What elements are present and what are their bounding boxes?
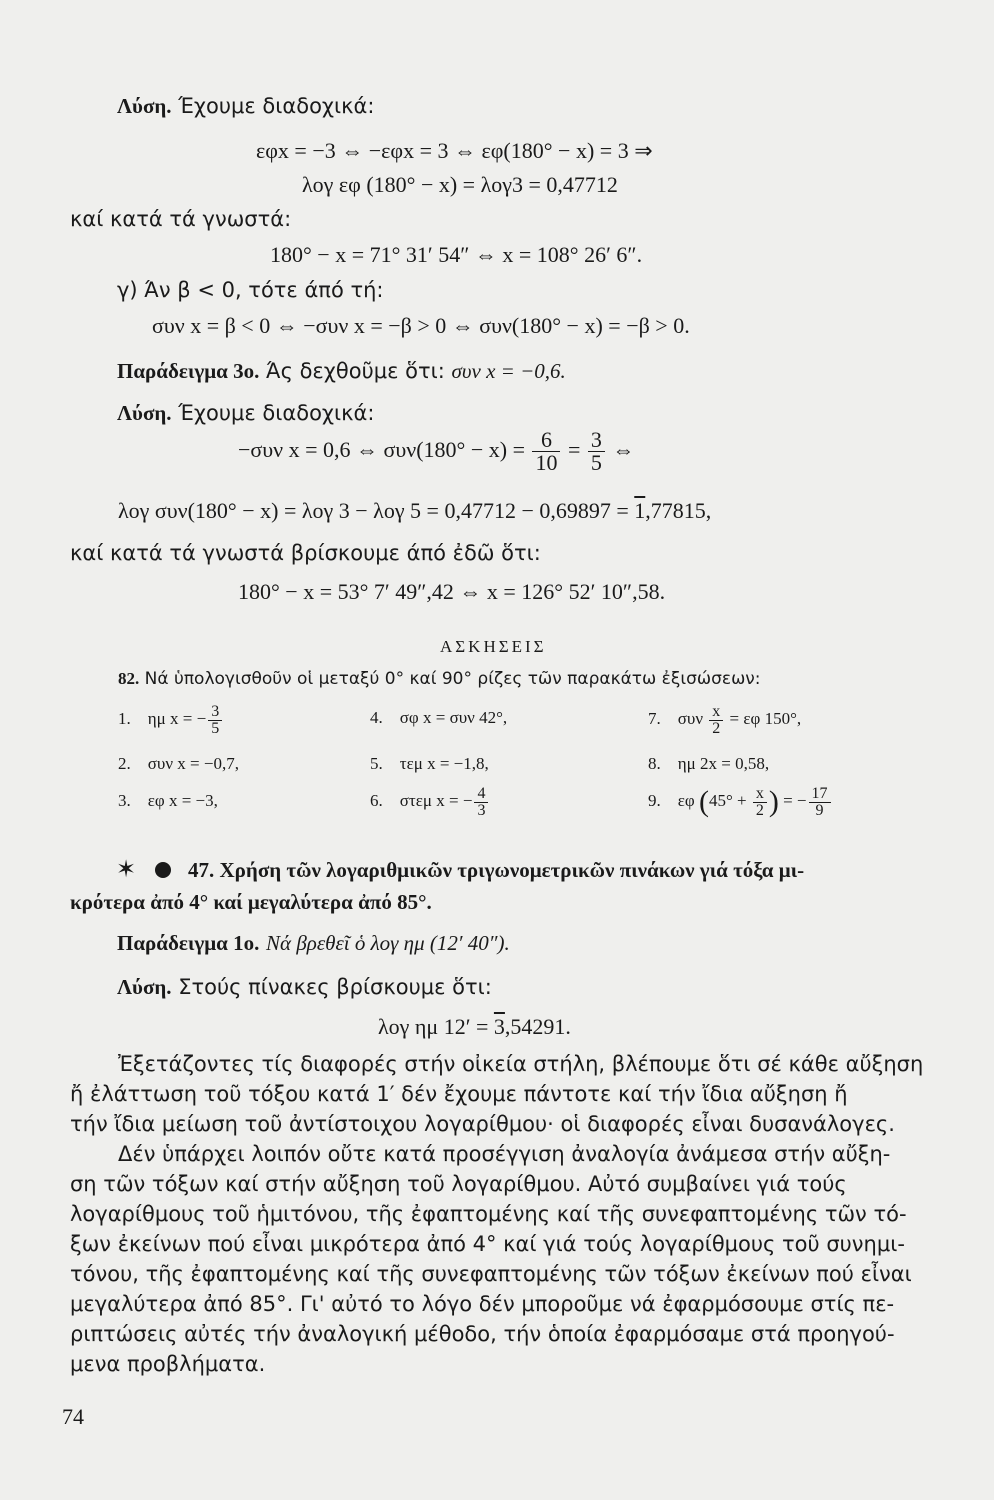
exercise-item-2 <box>118 753 239 775</box>
exercise-item-6 <box>370 783 490 819</box>
item-expression: στεμ x = − <box>399 791 473 810</box>
example-3-line <box>117 358 566 384</box>
equation-line-2: λογ εφ (180° − x) = λογ3 = 0,47712 <box>302 172 618 197</box>
item-expression-rhs: = εφ 150°, <box>729 709 802 728</box>
star-icon: ✶ <box>116 855 137 883</box>
equivalence-arrow: ⇔ <box>612 437 635 462</box>
item-number: 4. <box>370 708 383 727</box>
item-number: 2. <box>118 754 131 773</box>
example-1-label: Παράδειγμα 1ο. <box>117 931 260 955</box>
item-number: 5. <box>370 754 383 773</box>
fraction-x-2: $\frac{x}{2}$ <box>709 704 723 737</box>
exercise-item-3 <box>118 790 218 812</box>
equation-line-6 <box>118 498 711 524</box>
exercise-item-4 <box>370 707 507 729</box>
section-title-line-2: κρότερα ἀπό 4° καί μεγαλύτερα ἀπό 85°. <box>70 890 432 914</box>
paragraph-line: λογαρίθμους τοῦ ἡμιτόνου, τῆς ἐφαπτομένης καί τῆς συνεφαπτομένης τῶν τό- <box>70 1202 907 1226</box>
text-line-case-gamma: γ) Άν β < 0, τότε άπό τή: <box>117 278 384 302</box>
equals-sign: = <box>567 437 581 462</box>
example-3-text: Άς δεχθοῦμε ὅτι: <box>266 359 445 383</box>
item-number: 1. <box>118 709 131 728</box>
item-expression: σφ x = συν 42°, <box>399 708 508 727</box>
exercise-item-7 <box>648 701 801 737</box>
paragraph-line: μενα προβλήματα. <box>70 1352 266 1376</box>
fraction-3-5: $\frac{3}{5}$ <box>588 429 605 474</box>
example-3-label: Παράδειγμα 3ο. <box>117 359 260 383</box>
item-expression: συν <box>677 709 704 728</box>
paragraph-line: Δέν ὑπάρχει λοιπόν οὔτε κατά προσέγγιση ἀναλογία ἀνάμεσα στήν αὔξη- <box>118 1142 891 1166</box>
example-1-text: Νά βρεθεῖ ὁ λογ ημ (12′ 40″). <box>266 931 510 955</box>
exercise-item-5 <box>370 753 489 775</box>
item-expression-rhs: = − <box>783 791 807 810</box>
fraction-6-10: $\frac{6}{10}$ <box>532 429 560 474</box>
item-expression: εφ <box>677 791 695 810</box>
item-expression: ημ 2x = 0,58, <box>677 754 770 773</box>
item-number: 9. <box>648 791 661 810</box>
solution-text: Έχουμε διαδοχικά: <box>178 94 375 118</box>
solution-line-2 <box>117 400 374 426</box>
log-expression: λογ ημ 12′ = <box>378 1014 489 1039</box>
item-expression: τεμ x = −1,8, <box>399 754 489 773</box>
paragraph-line: Ἐξετάζοντες τίς διαφορές στήν οἰκεία στήλη, βλέπουμε ὅτι σέ κάθε αὔξηση <box>118 1052 924 1076</box>
bar-characteristic: 1 <box>634 498 646 523</box>
fraction-x-2: $\frac{x}{2}$ <box>753 786 767 819</box>
exercise-instruction: Νά ὑπολογισθοῦν οἱ μεταξύ 0° καί 90° ρίζες τῶν παρακάτω ἐξισώσεων: <box>144 669 761 689</box>
text-line-find: καί κατά τά γνωστά βρίσκουμε άπό ἐδῶ ὅτι: <box>70 541 541 565</box>
equation-left: −συν x = 0,6 ⇔ συν(180° − x) = <box>238 437 525 462</box>
exercise-number: 82. <box>118 669 140 688</box>
equation-line-3: 180° − x = 71° 31′ 54″ ⇔ x = 108° 26′ 6″. <box>270 242 643 267</box>
example-3-condition: συν x = −0,6. <box>451 359 566 383</box>
fraction-3-5: $\frac{3}{5}$ <box>208 704 222 737</box>
paragraph-line: τήν ἴδια μείωση τοῦ ἀντίστοιχου λογαρίθμου· οἱ διαφορές εἶναι δυσανάλογες. <box>70 1112 895 1136</box>
item-expression-inner: 45° + <box>708 791 747 810</box>
paragraph-line: ση τῶν τόξων καί στήν αὔξηση τοῦ λογαρίθμου. Αὐτό συμβαίνει γιά τούς <box>70 1172 847 1196</box>
equation-line-5 <box>238 428 634 474</box>
left-paren: ( <box>698 785 709 819</box>
solution-line-1 <box>117 93 374 119</box>
item-number: 8. <box>648 754 661 773</box>
mantissa: ,77815, <box>645 498 712 523</box>
solution-label: Λύση. <box>117 975 172 999</box>
equation-line-7: 180° − x = 53° 7′ 49″,42 ⇔ x = 126° 52′ 10″,58. <box>238 579 666 604</box>
equation-line-4: συν x = β < 0 ⇔ −συν x = −β > 0 ⇔ συν(180° − x) = −β > 0. <box>152 313 690 338</box>
paragraph-line: μεγαλύτερα ἀπό 85°. Γι' αὐτό το λόγο δέν μποροῦμε νά ἐφαρμόσουμε στίς πε- <box>70 1292 895 1316</box>
mantissa: ,54291. <box>504 1014 571 1039</box>
item-number: 7. <box>648 709 661 728</box>
solution-text: Έχουμε διαδοχικά: <box>178 401 375 425</box>
exercise-item-8 <box>648 753 769 775</box>
solution-label: Λύση. <box>117 401 172 425</box>
fraction-4-3: $\frac{4}{3}$ <box>474 786 488 819</box>
right-paren: ) <box>768 785 779 819</box>
log-expression: λογ συν(180° − x) = λογ 3 − λογ 5 = 0,47712 − 0,69897 = <box>118 498 629 523</box>
item-number: 3. <box>118 791 131 810</box>
bar-characteristic: 3 <box>493 1014 505 1039</box>
solution-text: Στούς πίνακες βρίσκουμε ὅτι: <box>178 975 492 999</box>
solution-line-3 <box>117 974 492 1000</box>
exercise-item-1 <box>118 701 224 737</box>
item-expression: συν x = −0,7, <box>147 754 239 773</box>
paragraph-line: τόνου, τῆς ἐφαπτομένης καί τῆς συνεφαπτομένης τῶν τόξων ἐκείνων πού εἶναι <box>70 1262 912 1286</box>
page-number: 74 <box>62 1404 84 1429</box>
exercises-heading: ΑΣΚΗΣΕΙΣ <box>440 637 547 656</box>
example-1-line <box>117 930 510 956</box>
text-line-known: καί κατά τά γνωστά: <box>70 207 292 231</box>
exercise-82-intro <box>118 668 761 690</box>
item-expression: ημ x = − <box>147 709 207 728</box>
paragraph-line: ἤ ἐλάττωση τοῦ τόξου κατά 1′ δέν ἔχουμε πάντοτε καί τήν ἴδια αὔξηση ἤ <box>70 1082 848 1106</box>
solution-label: Λύση. <box>117 94 172 118</box>
section-title-line-1: 47. Χρήση τῶν λογαριθμικῶν τριγωνομετρικῶν πινάκων γιά τόξα μι- <box>188 858 805 882</box>
bullet-dot-icon <box>155 862 171 878</box>
item-number: 6. <box>370 791 383 810</box>
fraction-17-9: $\frac{17}{9}$ <box>809 786 831 819</box>
equation-line-1: εφx = −3 ⇔ −εφx = 3 ⇔ εφ(180° − x) = 3 ⇒ <box>256 138 653 163</box>
paragraph-line: ριπτώσεις αὐτές τήν ἀναλογική μέθοδο, τήν ὁποία ἐφαρμόσαμε στά προηγού- <box>70 1322 895 1346</box>
exercise-item-9 <box>648 783 833 819</box>
equation-line-8 <box>378 1014 571 1040</box>
paragraph-line: ξων ἐκείνων πού εἶναι μικρότερα ἀπό 4° καί γιά τούς λογαρίθμους τοῦ συνημι- <box>70 1232 905 1256</box>
item-expression: εφ x = −3, <box>147 791 218 810</box>
